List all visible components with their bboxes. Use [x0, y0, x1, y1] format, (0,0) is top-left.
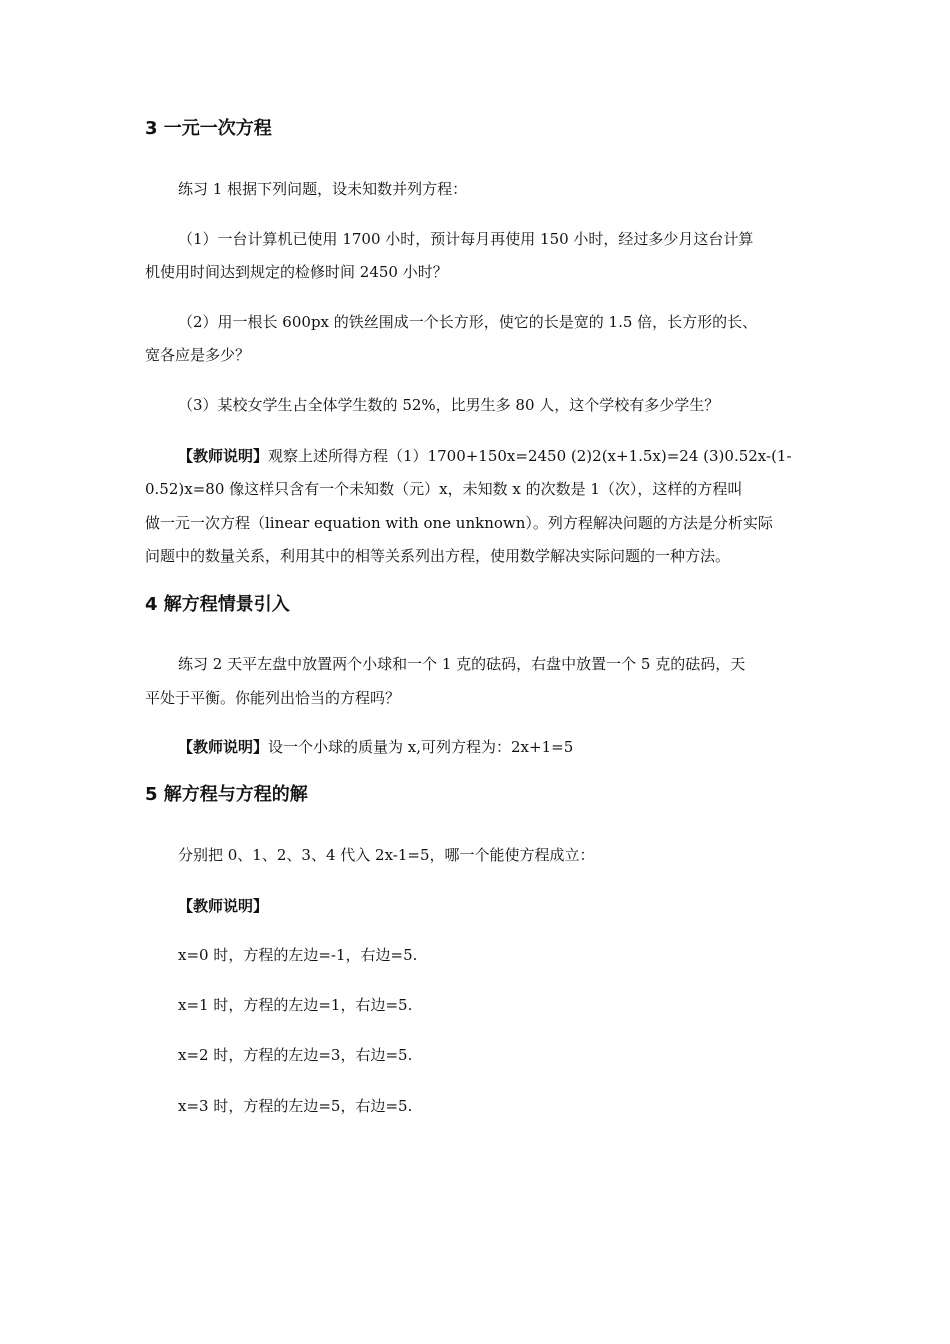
teacher-note-1-line-3: 做一元一次方程（linear equation with one unknown）。列方程解决问题的方法是分析实际 [145, 514, 773, 532]
teacher-note-1-line-2: 0.52)x=80 像这样只含有一个未知数（元）x，未知数 x 的次数是 1（次），这样的方程叫 [145, 480, 743, 498]
section-5-heading: 5 解方程与方程的解 [145, 784, 308, 805]
teacher-note-2 [178, 737, 573, 757]
teacher-note-1-line-1 [178, 446, 792, 466]
exercise-2-line-1: 练习 2 天平左盘中放置两个小球和一个 1 克的砝码，右盘中放置一个 5 克的砝码，天 [178, 655, 746, 673]
question-3-line-1: （3）某校女学生占全体学生数的 52%，比男生多 80 人，这个学校有多少学生？ [178, 396, 720, 414]
exercise-2-line-2: 平处于平衡。你能列出恰当的方程吗？ [145, 689, 401, 707]
section-4-heading: 4 解方程情景引入 [145, 594, 290, 615]
teacher-note-label: 【教师说明】 [178, 447, 269, 465]
result-x0: x=0 时，方程的左边=-1，右边=5. [178, 946, 418, 964]
question-1-line-1: （1）一台计算机已使用 1700 小时，预计每月再使用 150 小时，经过多少月这台计算 [178, 230, 754, 248]
exercise-1-title: 练习 1 根据下列问题，设未知数并列方程： [178, 180, 468, 198]
teacher-note-label: 【教师说明】 [178, 738, 269, 756]
teacher-note-3-label: 【教师说明】 [178, 897, 269, 915]
section-3-heading: 3 一元一次方程 [145, 118, 272, 139]
teacher-note-1-text: 观察上述所得方程（1）1700+150x=2450 (2)2(x+1.5x)=24 (3)0.52x-(1- [268, 447, 792, 465]
teacher-note-2-text: 设一个小球的质量为 x,可列方程为：2x+1=5 [268, 738, 574, 756]
teacher-note-1-line-4: 问题中的数量关系，利用其中的相等关系列出方程，使用数学解决实际问题的一种方法。 [145, 547, 731, 565]
question-2-line-2: 宽各应是多少？ [145, 346, 251, 364]
result-x1: x=1 时，方程的左边=1，右边=5. [178, 996, 413, 1014]
section-5-intro: 分别把 0、1、2、3、4 代入 2x-1=5，哪一个能使方程成立： [178, 846, 595, 864]
result-x3: x=3 时，方程的左边=5，右边=5. [178, 1097, 413, 1115]
result-x2: x=2 时，方程的左边=3，右边=5. [178, 1046, 413, 1064]
question-2-line-1: （2）用一根长 600px 的铁丝围成一个长方形，使它的长是宽的 1.5 倍，长方形的长、 [178, 313, 758, 331]
question-1-line-2: 机使用时间达到规定的检修时间 2450 小时？ [145, 263, 448, 281]
